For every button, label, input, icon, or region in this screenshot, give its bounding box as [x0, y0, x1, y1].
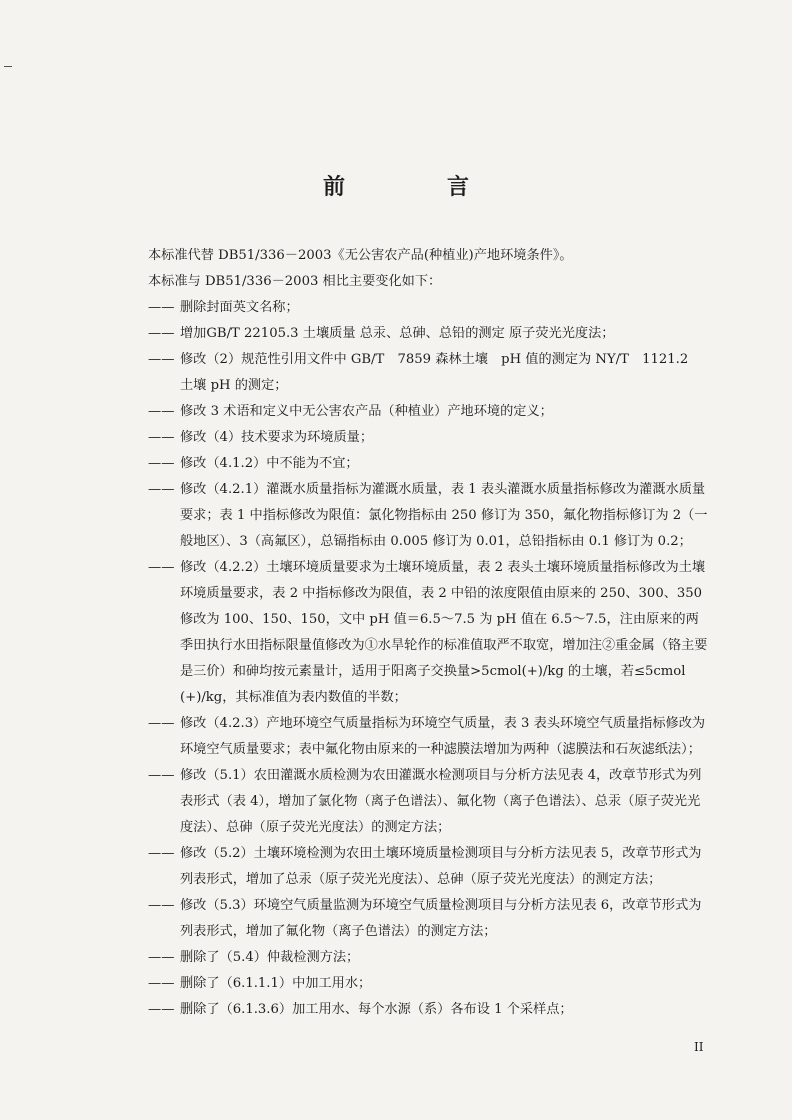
- intro-line: 本标准代替 DB51/336－2003《无公害农产品(种植业)产地环境条件》。: [148, 248, 573, 263]
- list-item: [148, 347, 708, 399]
- list-item: [148, 425, 708, 451]
- list-dash: ——: [148, 1002, 175, 1017]
- list-dash: ——: [148, 456, 175, 471]
- list-item: [148, 295, 708, 321]
- list-item-text: 修改（4.2.3）产地环境空气质量指标为环境空气质量，表 3 表头环境空气质量指标修改为环境空气质量要求；表中氟化物由原来的一种滤膜法增加为两种（滤膜法和石灰滤纸法）；: [180, 716, 706, 757]
- list-item-text: 删除了（5.4）仲裁检测方法；: [180, 950, 360, 965]
- list-item: [148, 763, 708, 841]
- list-item: [148, 711, 708, 763]
- list-item: [148, 971, 708, 997]
- list-dash: ——: [148, 898, 175, 913]
- page-number: II: [694, 1040, 704, 1054]
- list-item: [148, 451, 708, 477]
- list-item-text: 删除了（6.1.1.1）中加工用水；: [180, 976, 372, 991]
- document-body: [148, 243, 708, 1023]
- list-item-text: 修改（4.2.1）灌溉水质量指标为灌溉水质量，表 1 表头灌溉水质量指标修改为灌溉水质量要求；表 1 中指标修改为限值：氯化物指标由 250 修订为 350，氟化物指标修订为 2（一般地区）、3（高氟区），总镉指标由 0.005 修订为 0.01，总铅指标由 0.1 修订为 0.2；: [180, 482, 708, 549]
- list-dash: ——: [148, 352, 175, 367]
- list-item-text: 修改（5.1）农田灌溉水质检测为农田灌溉水检测项目与分析方法见表 4，改章节形式为列表形式（表 4），增加了氯化物（离子色谱法）、氟化物（离子色谱法）、总汞（原子荧光光度法）、总砷（原子荧光光度法）的测定方法；: [180, 768, 702, 835]
- list-item-text: 修改 3 术语和定义中无公害农产品（种植业）产地环境的定义；: [180, 404, 553, 419]
- list-item-text: 删除了（6.1.3.6）加工用水、每个水源（系）各布设 1 个采样点；: [180, 1002, 573, 1017]
- list-item: [148, 945, 708, 971]
- list-item-text: 增加GB/T 22105.3 土壤质量 总汞、总砷、总铅的测定 原子荧光光度法；: [180, 326, 615, 341]
- list-dash: ——: [148, 976, 175, 991]
- list-item-text: 修改（5.3）环境空气质量监测为环境空气质量检测项目与分析方法见表 6，改章节形式为列表形式，增加了氟化物（离子色谱法）的测定方法；: [180, 898, 702, 939]
- list-dash: ——: [148, 716, 175, 731]
- crop-mark: [4, 66, 12, 67]
- list-item: [148, 321, 708, 347]
- intro-line: 本标准与 DB51/336－2003 相比主要变化如下：: [148, 274, 442, 289]
- list-item: [148, 555, 708, 711]
- list-dash: ——: [148, 404, 175, 419]
- list-item: [148, 893, 708, 945]
- list-dash: ——: [148, 326, 175, 341]
- list-dash: ——: [148, 846, 175, 861]
- list-item: [148, 399, 708, 425]
- list-item-text: 修改（5.2）土壤环境检测为农田土壤环境质量检测项目与分析方法见表 5，改章节形式为列表形式，增加了总汞（原子荧光光度法）、总砷（原子荧光光度法）的测定方法；: [180, 846, 702, 887]
- list-item-text: 修改（4.1.2）中不能为不宜；: [180, 456, 359, 471]
- list-item: [148, 997, 708, 1023]
- list-dash: ——: [148, 950, 175, 965]
- list-item-text: 修改（2）规范性引用文件中 GB/T 7859 森林土壤 pH 值的测定为 NY/T 1121.2 土壤 pH 的测定；: [180, 352, 702, 393]
- list-item: [148, 477, 708, 555]
- page-title: 前 言: [322, 174, 509, 200]
- list-dash: ——: [148, 482, 175, 497]
- list-dash: ——: [148, 560, 175, 575]
- list-dash: ——: [148, 768, 175, 783]
- list-item-text: 删除封面英文名称；: [180, 300, 299, 315]
- list-item-text: 修改（4）技术要求为环境质量；: [180, 430, 374, 445]
- list-item-text: 修改（4.2.2）土壤环境质量要求为土壤环境质量，表 2 表头土壤环境质量指标修改为土壤环境质量要求，表 2 中指标修改为限值，表 2 中铅的浓度限值由原来的 250、300、350 修改为 100、150、150，文中 pH 值＝6.5～7.5 为 pH 值在 6.5～7.5，注由原来的两季田执行水田指标限量值修改为①水旱轮作的标准值取严不取宽，增加注②重金属（铬主要是三价）和砷均按元素量计，适用于阳离子交换量>5cmol(+)/kg 的土壤，若≤5cmol(+)/kg，其标准值为表内数值的半数；: [180, 560, 708, 705]
- list-dash: ——: [148, 430, 175, 445]
- list-dash: ——: [148, 300, 175, 315]
- list-item: [148, 841, 708, 893]
